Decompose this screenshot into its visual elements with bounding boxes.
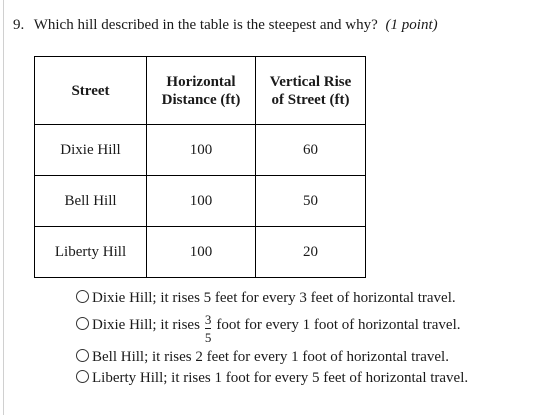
- radio-button[interactable]: [76, 370, 89, 383]
- question-number: 9.: [13, 17, 25, 33]
- table-cell: Dixie Hill: [35, 125, 147, 176]
- table-row: [35, 125, 366, 176]
- option-label: Dixie Hill; it rises 5 feet for every 3 feet of horizontal travel.: [92, 290, 456, 306]
- hill-table: [34, 56, 366, 278]
- option-label: Liberty Hill; it rises 1 foot for every 5 feet of horizontal travel.: [92, 370, 469, 386]
- header-vertical-rise: Vertical Rise of Street (ft): [256, 57, 366, 125]
- fraction: [205, 312, 212, 345]
- question-points: (1 point): [385, 17, 438, 33]
- radio-button[interactable]: [76, 290, 89, 303]
- table-cell: 100: [147, 227, 256, 278]
- answer-option-4[interactable]: [76, 368, 468, 389]
- table-cell: 60: [256, 125, 366, 176]
- table-cell: 20: [256, 227, 366, 278]
- answer-option-3[interactable]: [76, 347, 468, 368]
- table-cell: Bell Hill: [35, 176, 147, 227]
- table-row: [35, 176, 366, 227]
- question-text: Which hill described in the table is the steepest and why?: [33, 17, 378, 33]
- table-cell: 50: [256, 176, 366, 227]
- header-horizontal-distance: Horizontal Distance (ft): [147, 57, 256, 125]
- answer-option-2[interactable]: [76, 309, 468, 347]
- question-prompt: [13, 17, 438, 34]
- fraction-denominator: 5: [204, 330, 212, 345]
- answer-option-1[interactable]: [76, 288, 468, 309]
- table-cell: Liberty Hill: [35, 227, 147, 278]
- fraction-numerator: 3: [204, 312, 212, 327]
- option-label: Bell Hill; it rises 2 feet for every 1 foot of horizontal travel.: [92, 349, 449, 365]
- header-street: Street: [35, 57, 147, 125]
- option-label: Dixie Hill; it rises: [92, 316, 200, 333]
- radio-button[interactable]: [76, 349, 89, 362]
- answer-options: [76, 288, 468, 389]
- table-cell: 100: [147, 176, 256, 227]
- table-header-row: [35, 57, 366, 125]
- table-row: [35, 227, 366, 278]
- option-label: foot for every 1 foot of horizontal travel.: [216, 316, 461, 333]
- radio-button[interactable]: [76, 317, 89, 330]
- table-cell: 100: [147, 125, 256, 176]
- left-border: [3, 0, 4, 415]
